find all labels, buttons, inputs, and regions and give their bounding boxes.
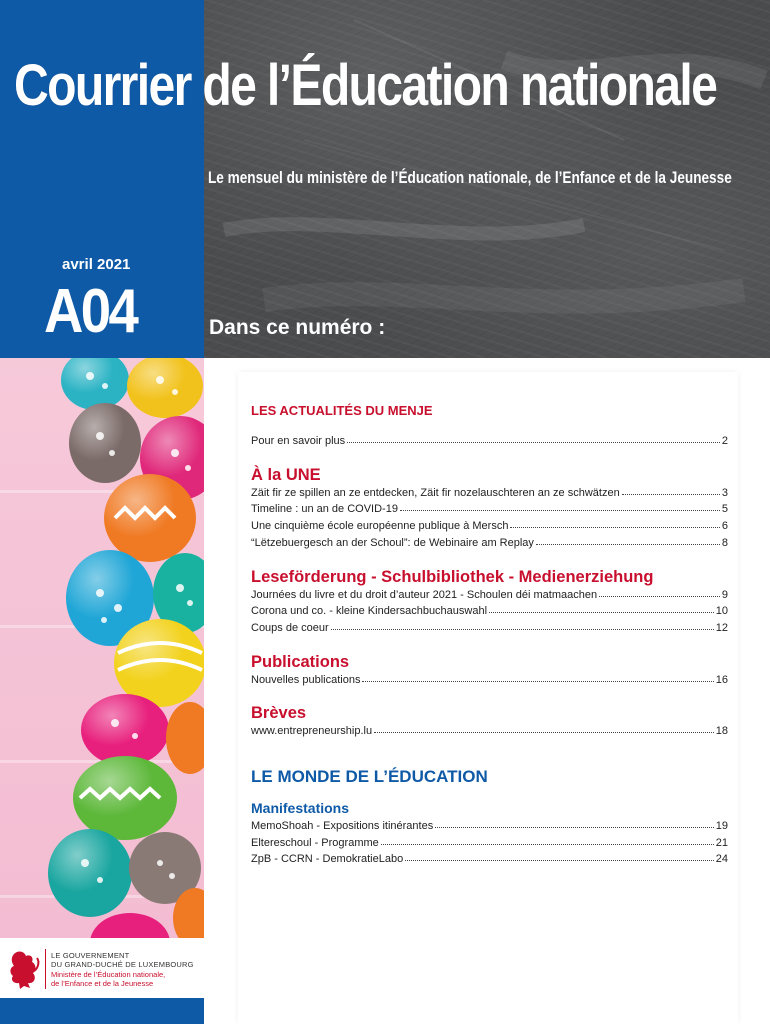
toc-entry-page: 2 [721,435,728,447]
contents-heading: Dans ce numéro : [209,316,386,339]
toc-entry-page: 16 [715,674,728,686]
toc-entry-title: Eltereschoul - Programme [251,837,379,849]
toc-entry[interactable] [251,853,728,867]
leader-dots [362,673,713,682]
toc-entry-page: 6 [721,520,728,532]
leader-dots [622,486,720,495]
toc-entry-title: Pour en savoir plus [251,435,346,447]
toc-section-heading: Publications [251,653,350,671]
toc-entry-page: 5 [721,503,728,515]
ministry-line-1: Ministère de l’Éducation nationale, [51,970,166,979]
toc-section-heading: Brèves [251,704,307,722]
toc-entry-page: 8 [721,537,728,549]
leader-dots [536,536,720,545]
leader-dots [510,519,719,528]
publication-title: Courrier de l’Éducation nationale [14,53,717,118]
toc-entry-page: 18 [715,725,728,737]
red-lion-icon [6,948,42,990]
toc-entry-title: Nouvelles publications [251,674,361,686]
leader-dots [400,502,720,511]
toc-entry[interactable] [251,725,728,739]
government-line-2: DU GRAND-DUCHÉ DE LUXEMBOURG [51,960,194,969]
toc-section-heading: LES ACTUALITÉS DU MENJE [251,403,433,418]
government-line-1: LE GOUVERNEMENT [51,951,130,960]
toc-entry-page: 19 [715,820,728,832]
toc-entry[interactable] [251,520,728,534]
toc-sub-heading: Manifestations [251,800,350,816]
toc-entry-title: MemoShoah - Expositions itinérantes [251,820,434,832]
easter-eggs-illustration [0,358,204,938]
leader-dots [381,836,714,845]
footer-blue-bar [0,998,204,1024]
toc-entry-title: ZpB - CCRN - DemokratieLabo [251,853,404,865]
toc-entry-page: 24 [715,853,728,865]
toc-entry-title: “Lëtzebuergesch an der Schoul”: de Webinaire am Replay [251,537,534,549]
toc-entry-page: 10 [715,605,728,617]
toc-entry[interactable] [251,605,728,619]
toc-entry[interactable] [251,503,728,517]
toc-entry[interactable] [251,589,728,603]
toc-entry-title: Timeline : un an de COVID-19 [251,503,398,515]
toc-section-heading: Leseförderung - Schulbibliothek - Medienerziehung [251,568,654,586]
toc-section-heading: À la UNE [251,466,321,484]
toc-entry-page: 21 [715,837,728,849]
toc-entry[interactable] [251,537,728,551]
leader-dots [489,604,714,613]
leader-dots [405,852,714,861]
toc-entry-page: 12 [715,622,728,634]
logo-divider [45,949,46,989]
ministry-line-2: de l’Enfance et de la Jeunesse [51,979,154,988]
toc-entry-title: Une cinquième école européenne publique à Mersch [251,520,509,532]
toc-entry[interactable] [251,820,728,834]
leader-dots [331,621,714,630]
leader-dots [374,724,714,733]
toc-entry[interactable] [251,674,728,688]
issue-number: A04 [44,277,137,346]
toc-part-heading: LE MONDE DE L’ÉDUCATION [251,767,488,786]
leader-dots [435,819,714,828]
toc-entry[interactable] [251,487,728,501]
toc-entry-title: Coups de coeur [251,622,329,634]
easter-eggs-photo [0,358,204,938]
toc-entry[interactable] [251,622,728,636]
issue-date: avril 2021 [62,256,131,273]
toc-entry[interactable] [251,435,728,449]
toc-entry-title: Zäit fir ze spillen an ze entdecken, Zäit fir nozelauschteren an ze schwätzen [251,487,620,499]
toc-entry-page: 3 [721,487,728,499]
toc-entry-title: www.entrepreneurship.lu [251,725,373,737]
toc-entry-title: Corona und co. - kleine Kindersachbuchauswahl [251,605,488,617]
toc-entry-page: 9 [721,589,728,601]
leader-dots [599,588,720,597]
publication-subtitle: Le mensuel du ministère de l’Éducation nationale, de l’Enfance et de la Jeunesse [208,168,732,187]
toc-entry-title: Journées du livre et du droit d’auteur 2021 - Schoulen déi matmaachen [251,589,598,601]
toc-entry[interactable] [251,837,728,851]
leader-dots [347,434,720,443]
